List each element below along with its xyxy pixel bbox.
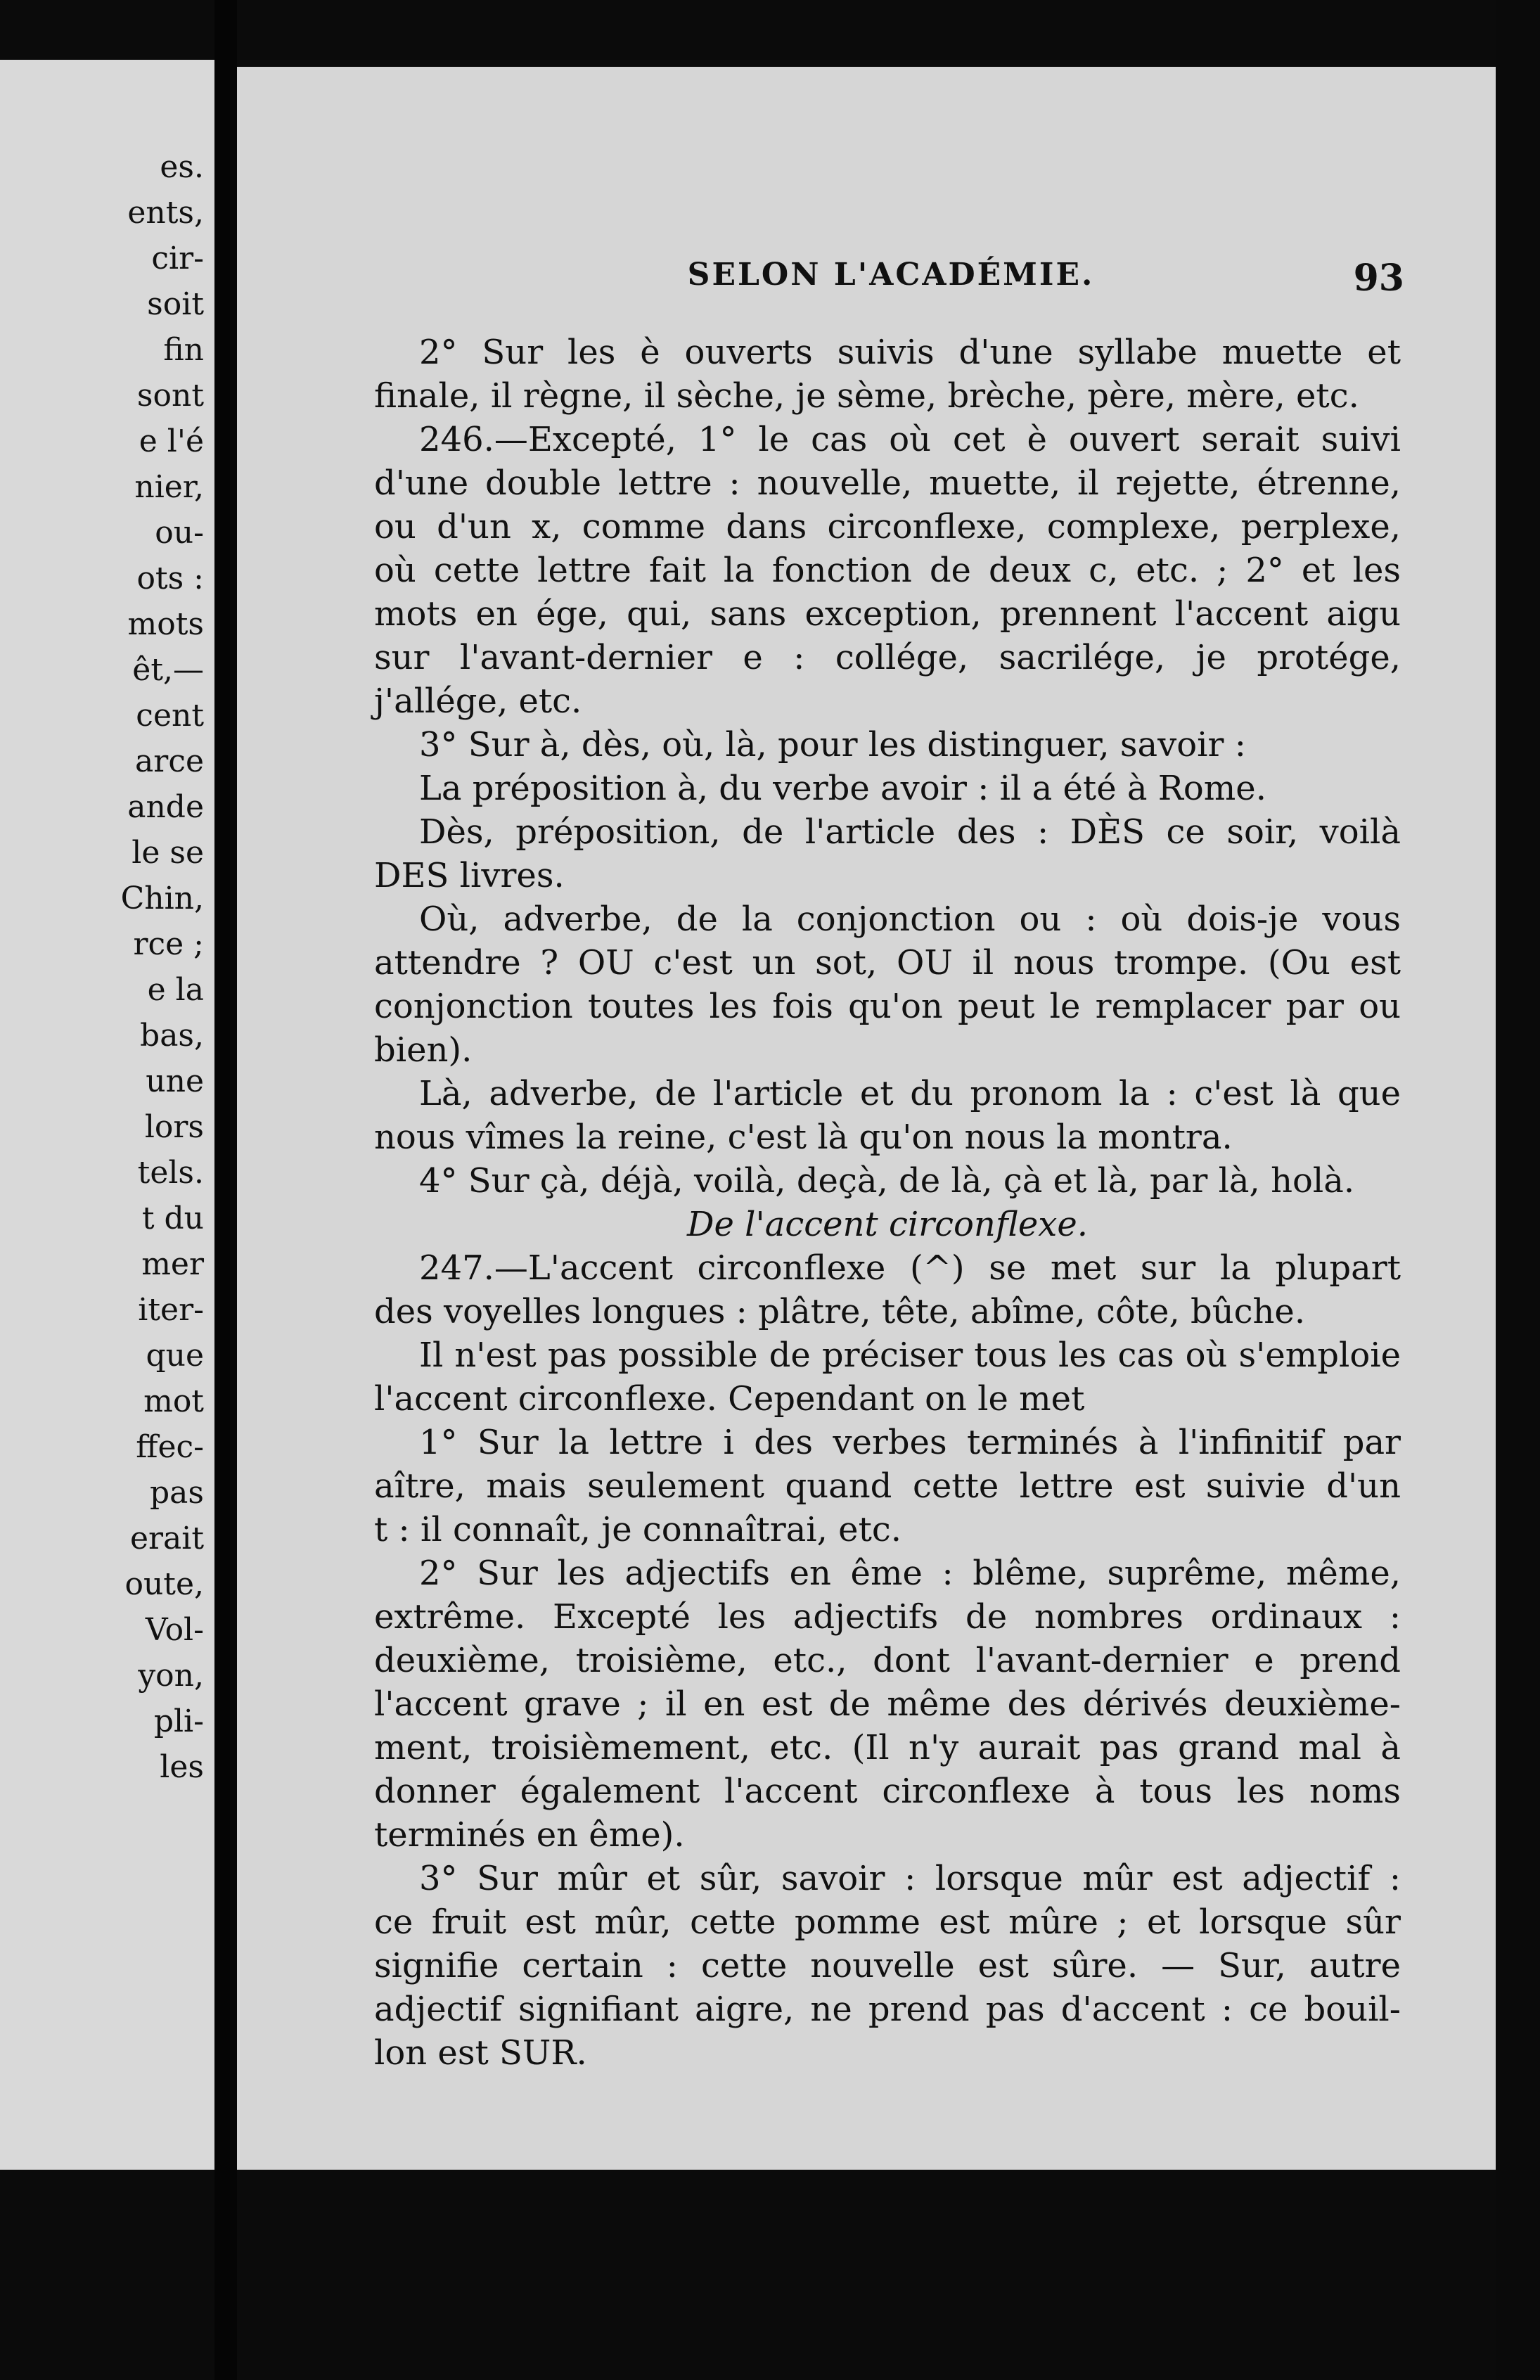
left-fragment: que (146, 1338, 204, 1374)
book-page (237, 67, 1496, 2170)
left-fragment: Chin, (120, 881, 204, 916)
left-fragment: oute, (124, 1566, 204, 1602)
left-fragment: cir- (151, 241, 204, 276)
text-line: conjonction toutes les fois qu'on peut le remplacer par ou (374, 987, 1401, 1026)
text-line: où cette lettre fait la fonction de deux c, etc. ; 2° et les (374, 551, 1401, 590)
text-line: des voyelles longues : plâtre, tête, abîme, côte, bûche. (374, 1292, 1306, 1331)
book-gutter (214, 0, 237, 2380)
left-fragment: ots : (136, 561, 204, 596)
text-line: lon est SUR. (374, 2033, 587, 2073)
left-fragment: mots (127, 606, 204, 642)
text-line: sur l'avant-dernier e : collége, sacrilége, je protége, (374, 638, 1401, 677)
left-fragment: mot (143, 1383, 204, 1419)
left-fragment: tels. (137, 1155, 204, 1191)
left-fragment: ou- (155, 515, 204, 551)
left-fragment: arce (135, 743, 204, 779)
left-fragment: ents, (127, 195, 204, 231)
left-fragment: pli- (153, 1703, 204, 1739)
text-line: 247.—L'accent circonflexe (^) se met sur la plupart (419, 1248, 1401, 1288)
text-line: 3° Sur mûr et sûr, savoir : lorsque mûr est adjectif : (419, 1859, 1401, 1898)
text-line: d'une double lettre : nouvelle, muette, il rejette, étrenne, (374, 463, 1401, 503)
left-fragment: bas, (140, 1018, 204, 1054)
left-fragment: fin (163, 332, 204, 368)
left-fragment: lors (144, 1109, 204, 1145)
left-fragment: Vol- (145, 1612, 204, 1648)
text-line: adjectif signifiant aigre, ne prend pas d'accent : ce bouil- (374, 1990, 1401, 2029)
left-fragment: sont (136, 378, 204, 414)
text-line: ou d'un x, comme dans circonflexe, complexe, perplexe, (374, 507, 1401, 546)
text-line: j'allége, etc. (374, 682, 582, 721)
text-line: finale, il règne, il sèche, je sème, brèche, père, mère, etc. (374, 376, 1359, 416)
text-line: 2° Sur les è ouverts suivis d'une syllabe muette et (419, 333, 1401, 372)
text-line: t : il connaît, je connaîtrai, etc. (374, 1510, 901, 1549)
right-page-edge (1496, 0, 1540, 2380)
left-fragment: le se (131, 835, 204, 871)
text-line: Dès, préposition, de l'article des : DÈS ce soir, voilà (419, 812, 1401, 852)
text-line: signifie certain : cette nouvelle est sûre. — Sur, autre (374, 1946, 1401, 1985)
left-fragment: yon, (138, 1658, 204, 1694)
left-fragment: e l'é (139, 423, 204, 459)
text-line: 246.—Excepté, 1° le cas où cet è ouvert serait suivi (419, 420, 1401, 459)
header-title: SELON L'ACADÉMIE. (687, 257, 1095, 293)
left-fragment: ande (127, 789, 204, 825)
left-fragment: t du (141, 1201, 204, 1236)
left-fragment: soit (147, 286, 204, 322)
left-fragment: nier, (134, 469, 204, 505)
text-line: donner également l'accent circonflexe à tous les noms (374, 1772, 1401, 1811)
left-fragment: une (146, 1063, 204, 1099)
text-line: l'accent grave ; il en est de même des dérivés deuxième- (374, 1684, 1401, 1724)
text-line: deuxième, troisième, etc., dont l'avant-dernier e prend (374, 1641, 1401, 1680)
left-fragment: mer (141, 1246, 204, 1282)
text-line: aître, mais seulement quand cette lettre est suivie d'un (374, 1466, 1401, 1506)
left-fragment: es. (160, 149, 204, 185)
text-line: mots en ége, qui, sans exception, prennent l'accent aigu (374, 594, 1401, 634)
running-header (378, 257, 1404, 306)
left-page-edge (0, 60, 214, 2170)
text-line: nous vîmes la reine, c'est là qu'on nous la montra. (374, 1118, 1233, 1157)
text-line: DES livres. (374, 856, 565, 895)
text-line: bien). (374, 1030, 473, 1070)
page-number: 93 (1353, 257, 1404, 300)
text-line: Il n'est pas possible de préciser tous les cas où s'emploie (419, 1336, 1401, 1375)
text-line: 1° Sur la lettre i des verbes terminés à l'infinitif par (419, 1423, 1401, 1462)
left-fragment: cent (136, 698, 204, 734)
text-line: attendre ? OU c'est un sot, OU il nous trompe. (Ou est (374, 943, 1401, 983)
left-page-fragments (0, 144, 204, 1790)
text-line: l'accent circonflexe. Cependant on le met (374, 1379, 1085, 1419)
text-line: Où, adverbe, de la conjonction ou : où dois-je vous (419, 900, 1401, 939)
text-line: 3° Sur à, dès, où, là, pour les distinguer, savoir : (419, 725, 1246, 764)
left-fragment: ffec- (136, 1429, 204, 1465)
left-fragment: êt,— (132, 652, 204, 688)
left-fragment: erait (129, 1521, 204, 1556)
text-line: extrême. Excepté les adjectifs de nombres ordinaux : (374, 1597, 1401, 1637)
left-fragment: e la (147, 972, 204, 1008)
text-line: ment, troisièmement, etc. (Il n'y aurait pas grand mal à (374, 1728, 1401, 1767)
text-line: ce fruit est mûr, cette pomme est mûre ; et lorsque sûr (374, 1902, 1401, 1942)
text-line: terminés en ême). (374, 1815, 685, 1855)
left-fragment: rce ; (133, 926, 204, 962)
left-fragment: pas (150, 1475, 204, 1511)
section-heading: De l'accent circonflexe. (687, 1205, 1088, 1244)
left-fragment: les (160, 1749, 204, 1785)
text-line: 4° Sur çà, déjà, voilà, deçà, de là, çà et là, par là, holà. (419, 1161, 1355, 1201)
text-line: Là, adverbe, de l'article et du pronom la : c'est là que (419, 1074, 1401, 1113)
text-line: 2° Sur les adjectifs en ême : blême, suprême, même, (419, 1554, 1401, 1593)
body-text (374, 331, 1401, 2075)
text-line: La préposition à, du verbe avoir : il a été à Rome. (419, 769, 1266, 808)
left-fragment: iter- (138, 1292, 204, 1328)
